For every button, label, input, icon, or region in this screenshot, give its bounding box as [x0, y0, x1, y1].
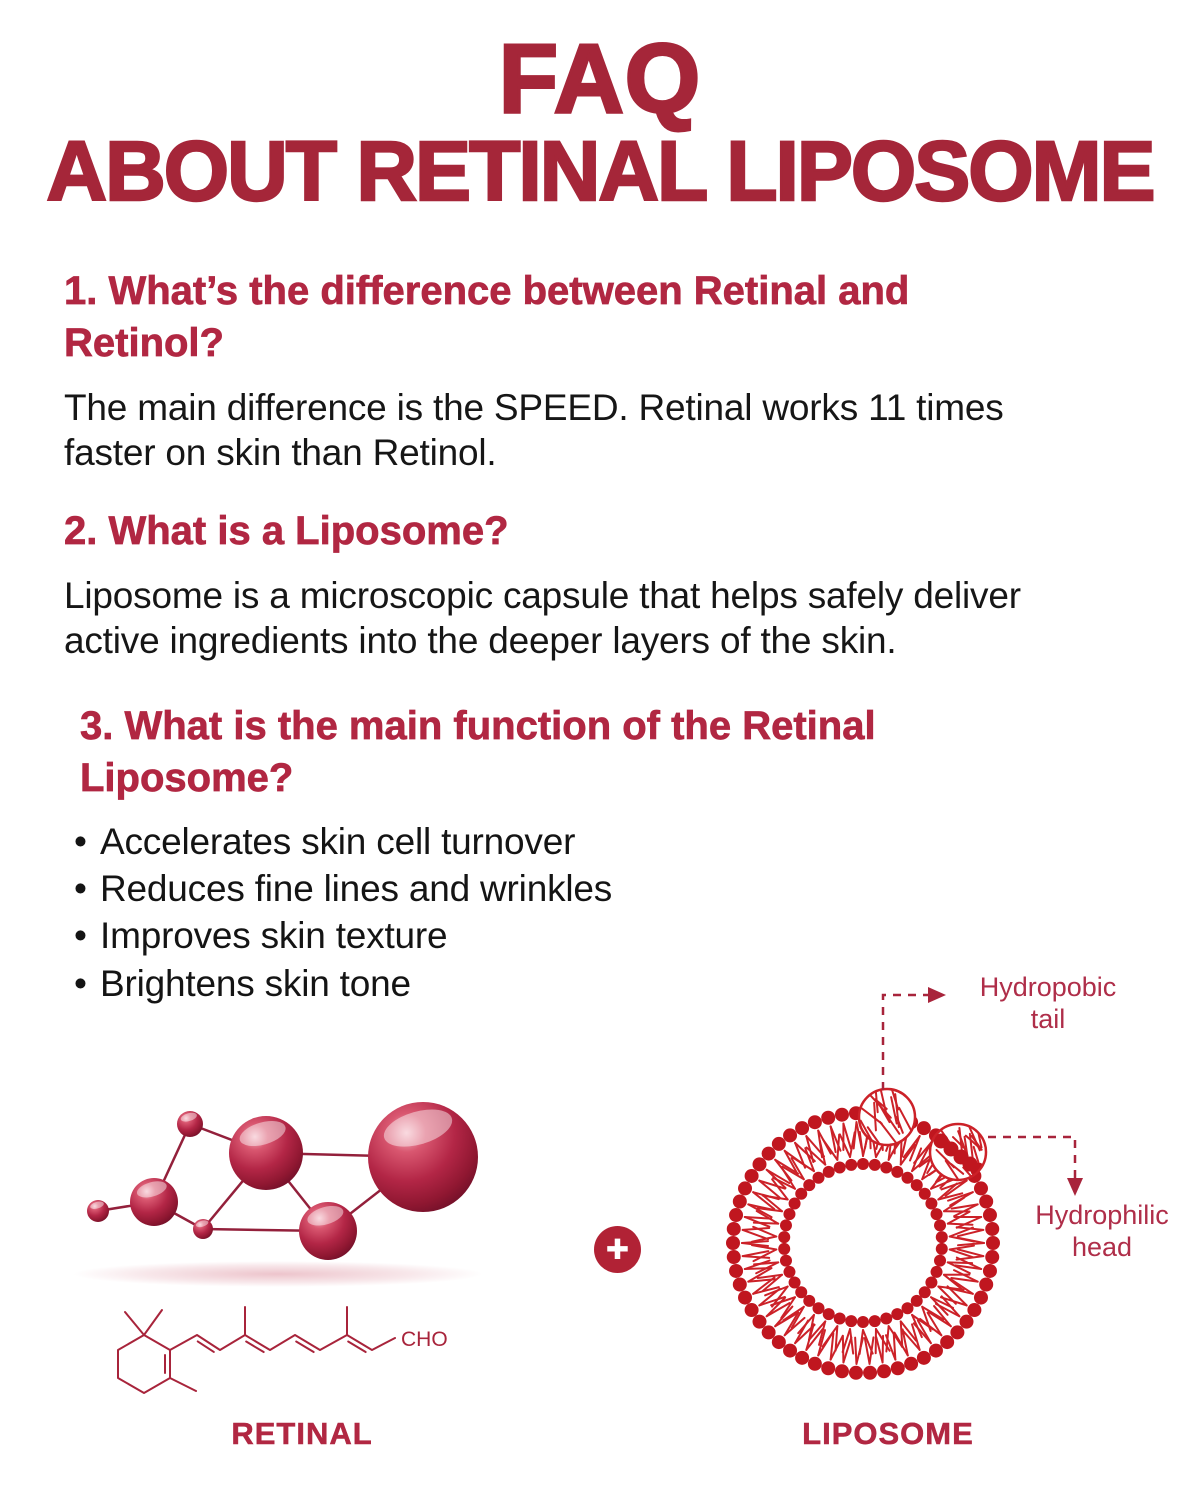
- bullet-icon: •: [74, 962, 87, 1004]
- page-title-line1: FAQ: [498, 24, 702, 133]
- bullet-text: Accelerates skin cell turnover: [100, 820, 576, 862]
- page-title-line2: ABOUT RETINAL LIPOSOME: [46, 124, 1154, 218]
- retinal-molecule-illustration: [60, 1070, 520, 1290]
- list-item: [74, 912, 1140, 959]
- faq-question-1: [64, 265, 1140, 369]
- cho-label: CHO: [401, 1328, 448, 1351]
- faq-question-2-line1: 2. What is a Liposome?: [64, 509, 509, 554]
- page-title: [0, 0, 1200, 218]
- faq-question-1-line1: 1. What’s the difference between Retinal and: [64, 269, 910, 313]
- faq-question-2: [64, 505, 1140, 557]
- bullet-icon: •: [74, 915, 87, 957]
- hydrophilic-head-label-line1: Hydrophilic: [1035, 1200, 1169, 1230]
- list-item: [74, 960, 1140, 1007]
- bullet-icon: •: [74, 867, 87, 909]
- faq-question-3-line1: 3. What is the main function of the Retinal: [80, 703, 876, 748]
- faq-answer-2: [64, 573, 1140, 663]
- bullet-text: Reduces fine lines and wrinkles: [100, 867, 613, 909]
- faq-answer-2-line1: Liposome is a microscopic capsule that helps safely deliver: [64, 575, 1021, 617]
- faq-answer-2-line2: active ingredients into the deeper layers of the skin.: [64, 620, 897, 662]
- faq-answer-1-line2: faster on skin than Retinol.: [64, 432, 497, 474]
- bullet-text: Improves skin texture: [100, 915, 448, 957]
- bullet-icon: •: [74, 820, 87, 862]
- liposome-illustration: [700, 960, 1200, 1430]
- faq-bullet-list: [64, 818, 1140, 1007]
- list-item: [74, 818, 1140, 865]
- faq-content: [0, 265, 1200, 1007]
- faq-question-3-line2: Liposome?: [80, 755, 294, 800]
- hydrophobic-tail-label-line1: Hydropobic: [979, 972, 1117, 1002]
- faq-question-3: [64, 700, 1140, 804]
- retinal-caption: RETINAL: [231, 1416, 373, 1451]
- hydrophilic-head-label-line2: head: [1071, 1231, 1133, 1262]
- bullet-text: Brightens skin tone: [100, 962, 411, 1004]
- hydrophobic-tail-label-line2: tail: [1030, 1003, 1066, 1034]
- retinal-chemical-structure: [95, 1285, 515, 1415]
- list-item: [74, 865, 1140, 912]
- faq-answer-1-line1: The main difference is the SPEED. Retinal works 11 times: [64, 387, 1004, 428]
- hydrophilic-head-label: [1012, 1200, 1192, 1264]
- faq-question-1-line2: Retinol?: [64, 321, 224, 365]
- faq-answer-1: [64, 385, 1140, 475]
- plus-icon: ✚: [594, 1226, 641, 1273]
- liposome-caption: LIPOSOME: [802, 1416, 974, 1451]
